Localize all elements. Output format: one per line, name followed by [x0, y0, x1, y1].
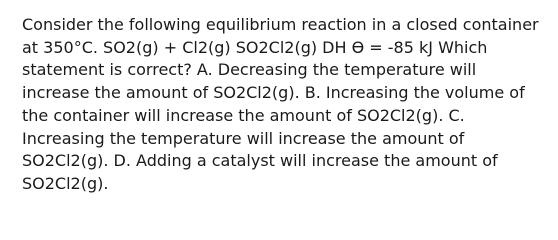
- question-text: Consider the following equilibrium reaction in a closed container at 350°C. SO2(g) + Cl2(g) SO2Cl2(g) DH Ө = -85 kJ Which statement is correct? A. Decreasing the temperature will increase the amount of SO2Cl2(g). B. Increasing the volume of the container will increase the amount of SO2Cl2(g). C. Increasing the temperature will increase the amount of SO2Cl2(g). D. Adding a catalyst will increase the amount of SO2Cl2(g).: [22, 15, 539, 193]
